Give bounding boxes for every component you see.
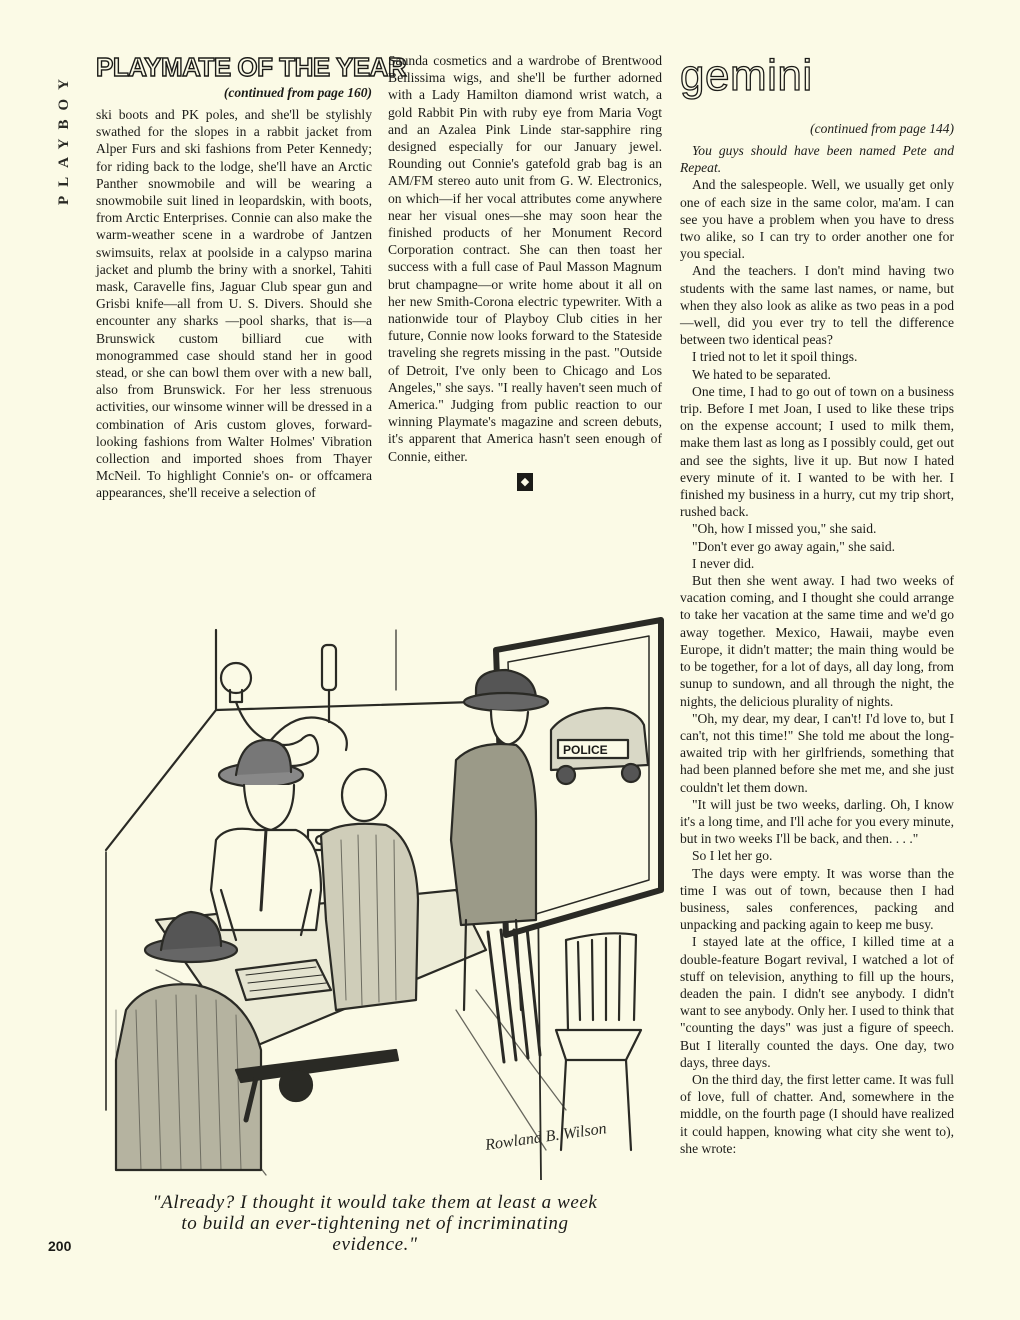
- gemini-paragraph: I stayed late at the office, I killed time at a double-feature Bogart revival, I watched a lot of stuff on television, anything to fill up the hours, deaden the pain. I didn't see anybody. I didn't want to see anybody. Only her. I used to think that "counting the days" was just a figure of speech. But I literally counted the days. One day, two days, three days.: [680, 934, 954, 1070]
- gemini-paragraph: But then she went away. I had two weeks of vacation coming, and I thought she could arrange to take her vacation at the same time and we'd go away together. Mexico, Hawaii, maybe even Europe, it didn't matter; the main thing would be to be together, for a lot of days, all day long, from sunup to sundown, and all through the night, the nights, the delicious plurality of nights.: [680, 573, 954, 709]
- gemini-paragraph: So I let her go.: [692, 848, 773, 864]
- playmate-continued-note: (continued from page 160): [223, 85, 372, 100]
- artist-signature: Rowland B. Wilson: [484, 1120, 608, 1154]
- playmate-column-2: [388, 52, 662, 491]
- playmate-headline: PLAYMATE OF THE YEAR: [96, 52, 407, 82]
- gemini-paragraph: And the salespeople. Well, we usually get only one of each size in the same color, ma'am. I can see you have a problem when you have to dress two alike, so I can try to order another one for you special.: [680, 177, 954, 262]
- gemini-continued-note: (continued from page 144): [810, 121, 954, 136]
- gemini-paragraph: "It will just be two weeks, darling. Oh, I know it's a long time, and I'll ache for you every minute, but in two weeks I'll be back, and then. . . .": [680, 796, 954, 847]
- police-car-label: POLICE: [563, 743, 608, 757]
- rabbit-end-mark-icon: ◆: [517, 473, 533, 491]
- gemini-paragraph: "Don't ever go away again," she said.: [692, 538, 896, 554]
- vertical-magazine-name: [52, 42, 76, 232]
- gemini-paragraph: "Oh, how I missed you," she said.: [692, 521, 877, 537]
- gemini-paragraph: And the teachers. I don't mind having two students with the same last names, or name, but when they also look as alike as two peas in a pod—well, did you ever try to tell the difference between two identical peas?: [680, 263, 954, 348]
- playmate-body-text-1: ski boots and PK poles, and she'll be stylishly swathed for the slopes in a rabbit jacket from Alper Furs and ski fashions from Peter Kennedy; for riding back to the lodge, she'll have an Arctic Panther snowmobile and will be wearing a snowmobile suit lined in leopardskin, with boots, from Arctic Enterprises. Connie can also make the warm-weather scene in a wardrobe of Jantzen swimsuits, relax at poolside in a calypso marina jacket and plumb the briny with a snorkel, Tahiti mask, Caravelle fins, Jaguar Club spear gun and Grisbi knife—all from U. S. Divers. Should she encounter any sharks —pool sharks, that is—a Brunswick custom billiard cue with monogrammed case should stand her in good stead, or she can bowl them over with a new ball, also from Brunswick. For her less strenuous activities, our winsome winner will be dressed in a combination of Aris custom gloves, forward-looking fashions from Walter Holmes' Vibration collection and imported shoes from Thayer McNeil. To highlight Connie's on- or offcamera appearances, she'll receive a selection of: [96, 107, 372, 501]
- gemini-paragraph: "Oh, my dear, my dear, I can't! I'd love to, but I can't, not this time!" She told me about the long-awaited trip with her girlfriends, something that had been planned before she met me, and she just couldn't let them down.: [680, 710, 954, 795]
- magazine-name-text: PLAYBOY: [55, 69, 72, 205]
- gangster-pinstripe: [321, 769, 418, 1010]
- gangster-white-shirt: [211, 740, 321, 940]
- playmate-body-text-2: Saunda cosmetics and a wardrobe of Brentwood Bellissima wigs, and she'll be further adorned with a Lady Hamilton diamond wrist watch, a gold Rabbit Pin with ruby eye from Maria Vogt and an Azalea Pink Linde star-sapphire ring designed especially for our January jewel. Rounding out Connie's gatefold grab bag is an AM/FM stereo auto unit from G. W. Electronics, on which—if her vocal attributes come anywhere near her visual ones—she may soon hear the finished products of her Monument Record Corporation contract. She can then toast her success with a full case of Paul Masson Magnum brut champagne—or write home about it all on her new Smith-Corona electric typewriter. With a nationwide tour of Playboy Club cities in her future, Connie now looks forward to the Stateside traveling she regrets missing in the past. "Outside of Detroit, I've only been to Chicago and Los Angeles," she says. "I really haven't seen much of America." Judging from public reaction to our winning Playmate's magazine and screen debuts, it's apparent that America hasn't seen enough of Connie, either.: [388, 53, 662, 464]
- gemini-paragraph: On the third day, the first letter came. It was full of love, full of chatter. And, somewhere in the middle, on the fourth page (I should have realized it could happen, knowing what city she went to), she wrote:: [680, 1071, 954, 1156]
- gemini-headline: gemini: [680, 51, 813, 100]
- cartoon-illustration: [96, 590, 666, 1180]
- gemini-paragraph: One time, I had to go out of town on a business trip. Before I met Joan, I used to like these trips on the expense account; I used to milk them, make them last as long as I possibly could, get out and see the sights, live it up. But now I hated every minute of it. I wanted to be with her. I finished my business in a hurry, cut my trip short, rushed back.: [680, 383, 954, 520]
- wooden-chair: [556, 933, 641, 1150]
- page-number: 200: [48, 1238, 72, 1254]
- cartoon-caption: "Already? I thought it would take them at least a week to build an ever-tightening net of incriminating evidence.": [152, 1192, 598, 1255]
- playmate-column-1: [96, 52, 407, 502]
- gemini-column: [680, 52, 954, 1157]
- gemini-paragraph: The days were empty. It was worse than the time I was out of town, because then I had business, sales conferences, packing and unpacking and packing again to keep me busy.: [680, 865, 954, 933]
- gemini-paragraph: I never did.: [692, 555, 755, 571]
- gemini-paragraph: You guys should have been named Pete and Repeat.: [680, 143, 954, 176]
- radiator: [488, 928, 540, 1062]
- gemini-paragraph: We hated to be separated.: [692, 366, 831, 382]
- gemini-paragraph: I tried not to let it spoil things.: [692, 349, 858, 365]
